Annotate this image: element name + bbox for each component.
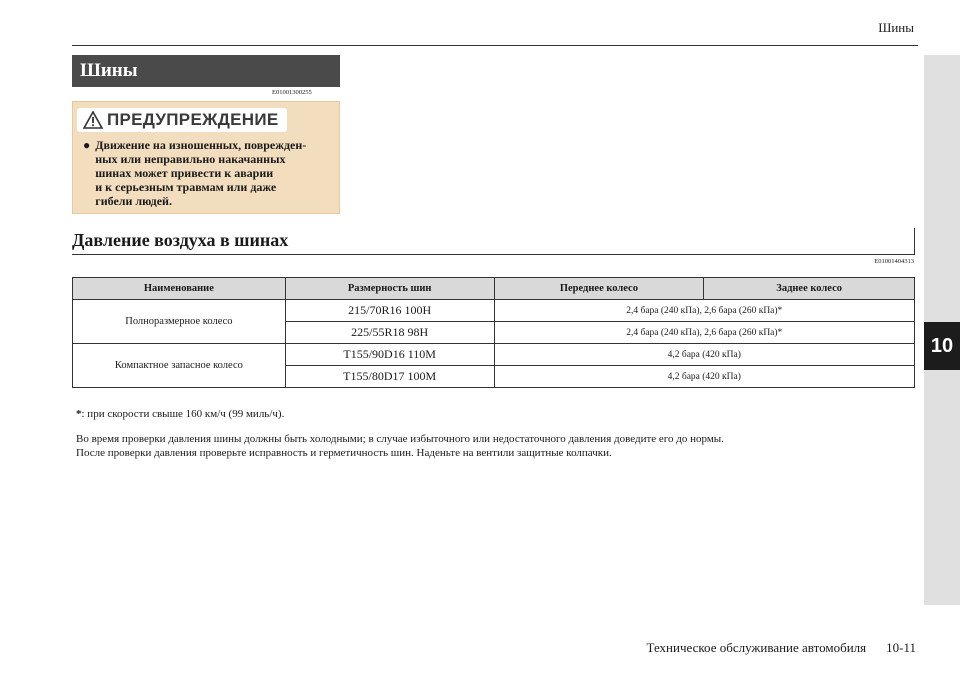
footnote xyxy=(76,408,284,420)
warning-label: ПРЕДУПРЕЖДЕНИЕ xyxy=(107,110,279,129)
warning-item xyxy=(83,138,335,208)
pressure-heading-rule xyxy=(72,254,915,255)
pressure-cell: 4,2 бара (420 кПа) xyxy=(494,366,914,388)
header-rule xyxy=(72,45,918,46)
page-header-title: Шины xyxy=(878,20,914,35)
instructions-paragraph xyxy=(76,432,906,460)
warning-box xyxy=(72,101,340,214)
table-row xyxy=(73,344,915,366)
tire-size-cell: T155/90D16 110M xyxy=(285,344,494,366)
tire-size-cell: T155/80D17 100M xyxy=(285,366,494,388)
footnote-mark: * xyxy=(76,408,82,420)
warning-triangle-icon xyxy=(83,111,103,129)
section-title-bar xyxy=(72,55,340,87)
pressure-code: E01001404313 xyxy=(874,258,914,265)
page-number: 10-11 xyxy=(886,640,916,655)
footer-chapter: Техническое обслуживание автомобиля xyxy=(646,640,867,655)
column-header: Переднее колесо xyxy=(494,278,704,300)
instruction-line: После проверки давления проверьте исправность и герметичность шин. Наденьте на вентили защитные колпачки. xyxy=(76,447,612,459)
table-header-row xyxy=(73,278,915,300)
section-code: E01001300255 xyxy=(272,89,312,96)
chapter-tab: 10 xyxy=(924,322,960,370)
instruction-line: Во время проверки давления шины должны быть холодными; в случае избыточного или недостаточного давления доведите его до нормы. xyxy=(76,433,724,445)
pressure-heading-bracket xyxy=(914,228,915,255)
warning-bullet: ● xyxy=(83,138,91,152)
page-footer xyxy=(647,640,916,656)
wheel-type-cell: Компактное запасное колесо xyxy=(73,344,286,388)
wheel-type-cell: Полноразмерное колесо xyxy=(73,300,286,344)
pressure-cell: 4,2 бара (420 кПа) xyxy=(494,344,914,366)
column-header: Размерность шин xyxy=(285,278,494,300)
column-header: Наименование xyxy=(73,278,286,300)
footnote-text: : при скорости свыше 160 км/ч (99 миль/ч). xyxy=(81,408,285,420)
pressure-cell: 2,4 бара (240 кПа), 2,6 бара (260 кПа)* xyxy=(494,322,914,344)
pressure-heading: Давление воздуха в шинах xyxy=(72,230,289,250)
table-row xyxy=(73,300,915,322)
tire-size-cell: 225/55R18 98H xyxy=(285,322,494,344)
warning-text: Движение на изношенных, поврежден- ных или неправильно накачанных шинах может привести к аварии и к серьезным травмам или даже гибели людей. xyxy=(95,138,307,208)
tire-size-cell: 215/70R16 100H xyxy=(285,300,494,322)
section-title: Шины xyxy=(80,60,138,81)
warning-header xyxy=(77,108,287,132)
tire-pressure-table xyxy=(72,277,915,388)
pressure-cell: 2,4 бара (240 кПа), 2,6 бара (260 кПа)* xyxy=(494,300,914,322)
column-header: Заднее колесо xyxy=(704,278,915,300)
